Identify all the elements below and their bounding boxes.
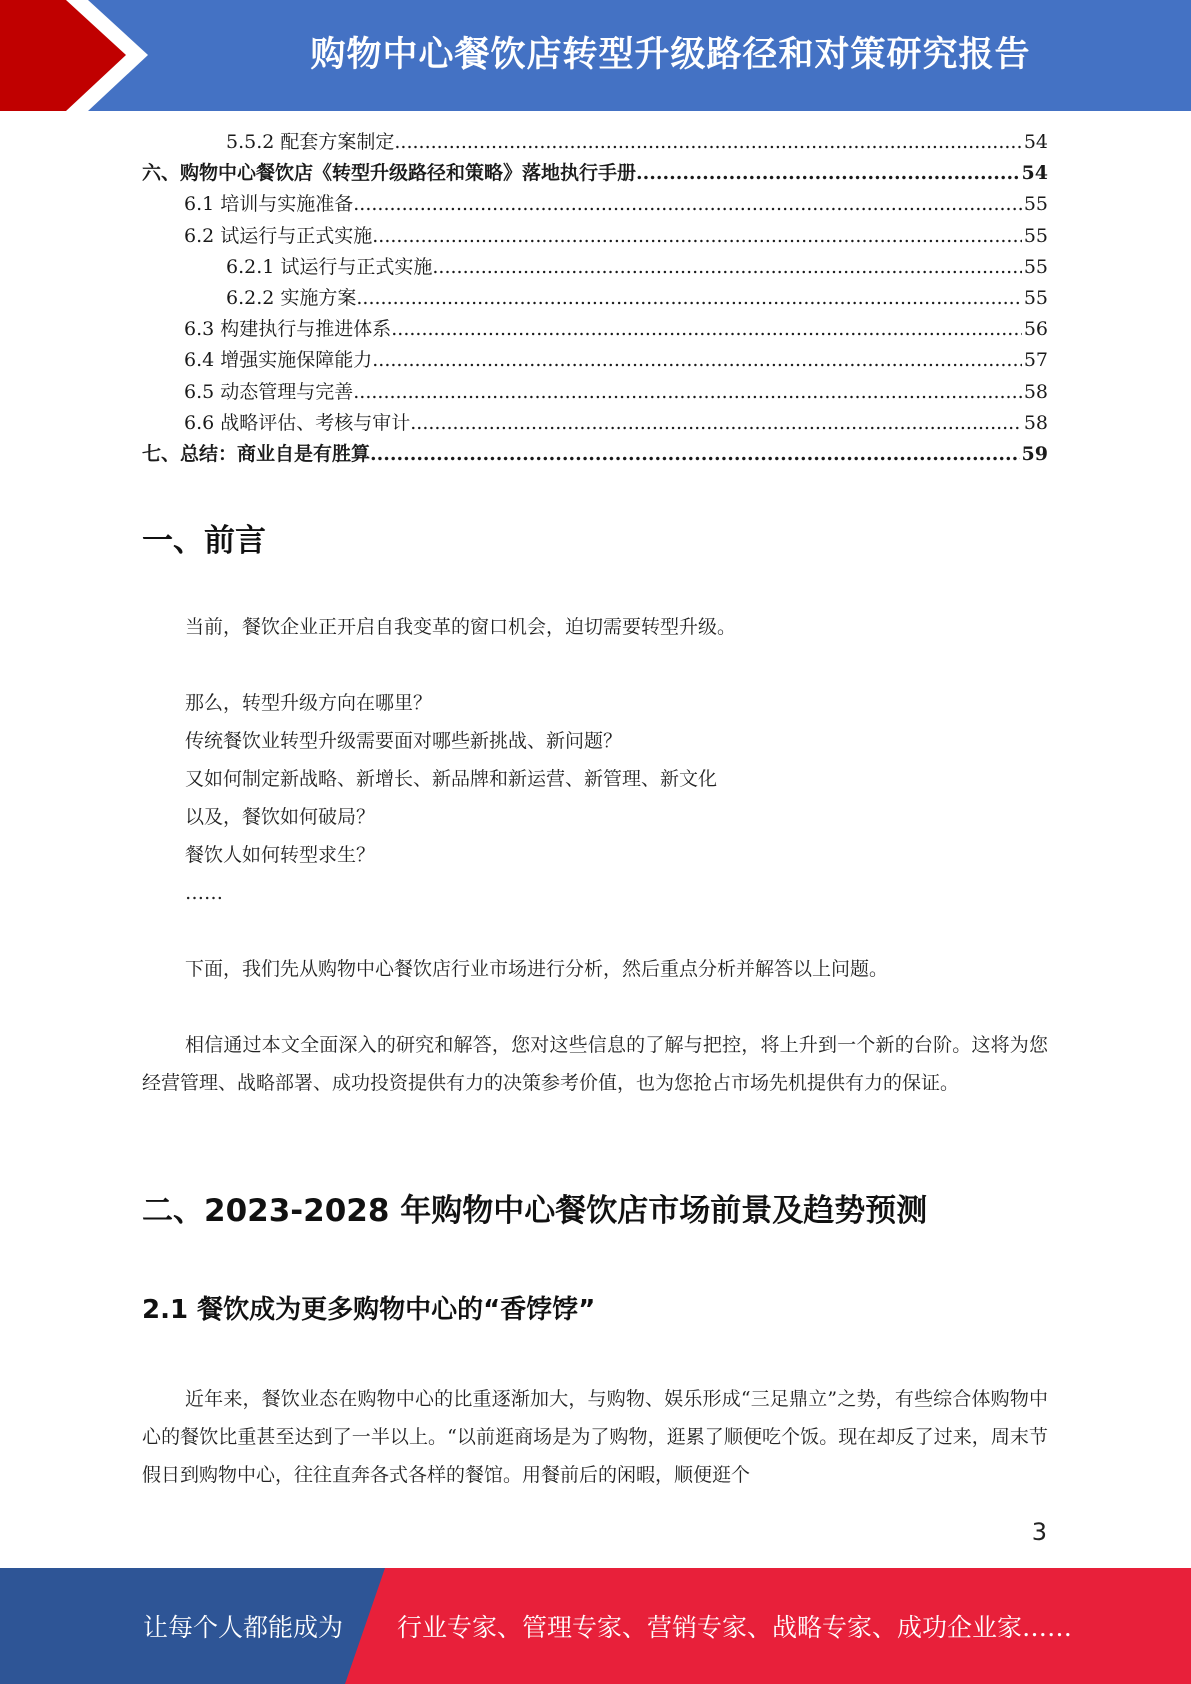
toc-entry-label: 6.3 构建执行与推进体系 [184,318,392,341]
question-line: …… [185,882,223,904]
toc-entry[interactable] [142,252,1048,283]
page-number: 3 [1031,1518,1047,1546]
toc-entry-page: 58 [1023,411,1048,434]
toc-dot-leader [391,314,1022,345]
toc-entry[interactable] [142,314,1048,345]
preface-paragraph-3: 相信通过本文全面深入的研究和解答，您对这些信息的了解与把控，将上升到一个新的台阶。这将为您经营管理、战略部署、成功投资提供有力的决策参考价值，也为您抢占市场先机提供有力的保证。 [142,1034,1048,1094]
toc-entry-label: 六、购物中心餐饮店《转型升级路径和策略》落地执行手册 [142,162,637,185]
section2-paragraph-1: 近年来，餐饮业态在购物中心的比重逐渐加大，与购物、娱乐形成“三足鼎立”之势，有些综合体购物中心的餐饮比重甚至达到了一半以上。“以前逛商场是为了购物，逛累了顺便吃个饭。现在却反了过来，周末节假日到购物中心，往往直奔各式各样的餐馆。用餐前后的闲暇，顺便逛个 [142,1388,1048,1486]
question-line: 以及，餐饮如何破局？ [185,806,376,828]
toc-entry-page: 58 [1023,380,1048,403]
subsection-heading-2-1: 2.1 餐饮成为更多购物中心的“香饽饽” [142,1295,596,1325]
toc-dot-leader [372,221,1022,252]
toc-entry-label: 七、总结：商业自是有胜算 [142,442,371,465]
toc-entry-label: 6.2 试运行与正式实施 [184,224,373,247]
toc-dot-leader [353,189,1022,220]
toc-entry[interactable] [142,408,1048,439]
toc-dot-leader [356,283,1021,314]
toc-dot-leader [636,158,1020,189]
toc-dot-leader [410,408,1022,439]
toc-dot-leader [370,439,1020,470]
toc-entry-page: 54 [1023,131,1048,153]
footer-slogan-right: 行业专家、管理专家、营销专家、战略专家、成功企业家…… [397,1613,1073,1642]
table-of-contents [142,127,1048,470]
question-line: 那么，转型升级方向在哪里？ [185,692,433,714]
header-title: 购物中心餐饮店转型升级路径和对策研究报告 [310,35,1031,75]
toc-dot-leader [353,377,1022,408]
header-arrow-decoration [0,0,160,111]
toc-entry-page: 55 [1023,286,1048,309]
toc-entry-page: 59 [1021,442,1048,465]
toc-entry-page: 55 [1023,255,1048,278]
toc-entry-page: 55 [1023,224,1048,247]
preface-paragraph-2: 下面，我们先从购物中心餐饮店行业市场进行分析，然后重点分析并解答以上问题。 [185,958,889,980]
question-line: 餐饮人如何转型求生？ [185,844,376,866]
question-line: 又如何制定新战略、新增长、新品牌和新运营、新管理、新文化 [185,768,718,790]
preface-question-list [142,684,1048,912]
toc-entry-label: 5.5.2 配套方案制定 [226,131,395,153]
footer-slogan-left: 让每个人都能成为 [143,1613,344,1642]
toc-entry-page: 54 [1021,162,1048,185]
question-line: 传统餐饮业转型升级需要面对哪些新挑战、新问题？ [185,730,623,752]
toc-entry[interactable] [142,221,1048,252]
toc-entry-label: 6.4 增强实施保障能力 [184,349,373,372]
section-heading-market-outlook: 二、2023-2028 年购物中心餐饮店市场前景及趋势预测 [142,1193,928,1229]
toc-entry[interactable] [142,377,1048,408]
toc-dot-leader [432,252,1021,283]
toc-entry[interactable] [142,127,1048,158]
toc-entry-label: 6.1 培训与实施准备 [184,193,354,216]
page-header [0,0,1191,111]
toc-entry-page: 57 [1023,349,1048,372]
toc-entry[interactable] [142,189,1048,220]
toc-dot-leader [372,345,1022,376]
toc-entry[interactable] [142,283,1048,314]
toc-entry-page: 55 [1023,193,1048,216]
toc-entry-label: 6.2.2 实施方案 [226,286,357,309]
page-footer [0,1568,1191,1684]
toc-entry[interactable] [142,158,1048,189]
toc-entry-label: 6.6 战略评估、考核与审计 [184,411,411,434]
toc-dot-leader [394,127,1021,158]
toc-entry-page: 56 [1023,318,1048,341]
preface-paragraph-1: 当前，餐饮企业正开启自我变革的窗口机会，迫切需要转型升级。 [185,616,737,638]
toc-entry[interactable] [142,439,1048,470]
toc-entry[interactable] [142,345,1048,376]
toc-entry-label: 6.5 动态管理与完善 [184,380,354,403]
toc-entry-label: 6.2.1 试运行与正式实施 [226,255,433,278]
section-heading-preface: 一、前言 [142,523,266,559]
